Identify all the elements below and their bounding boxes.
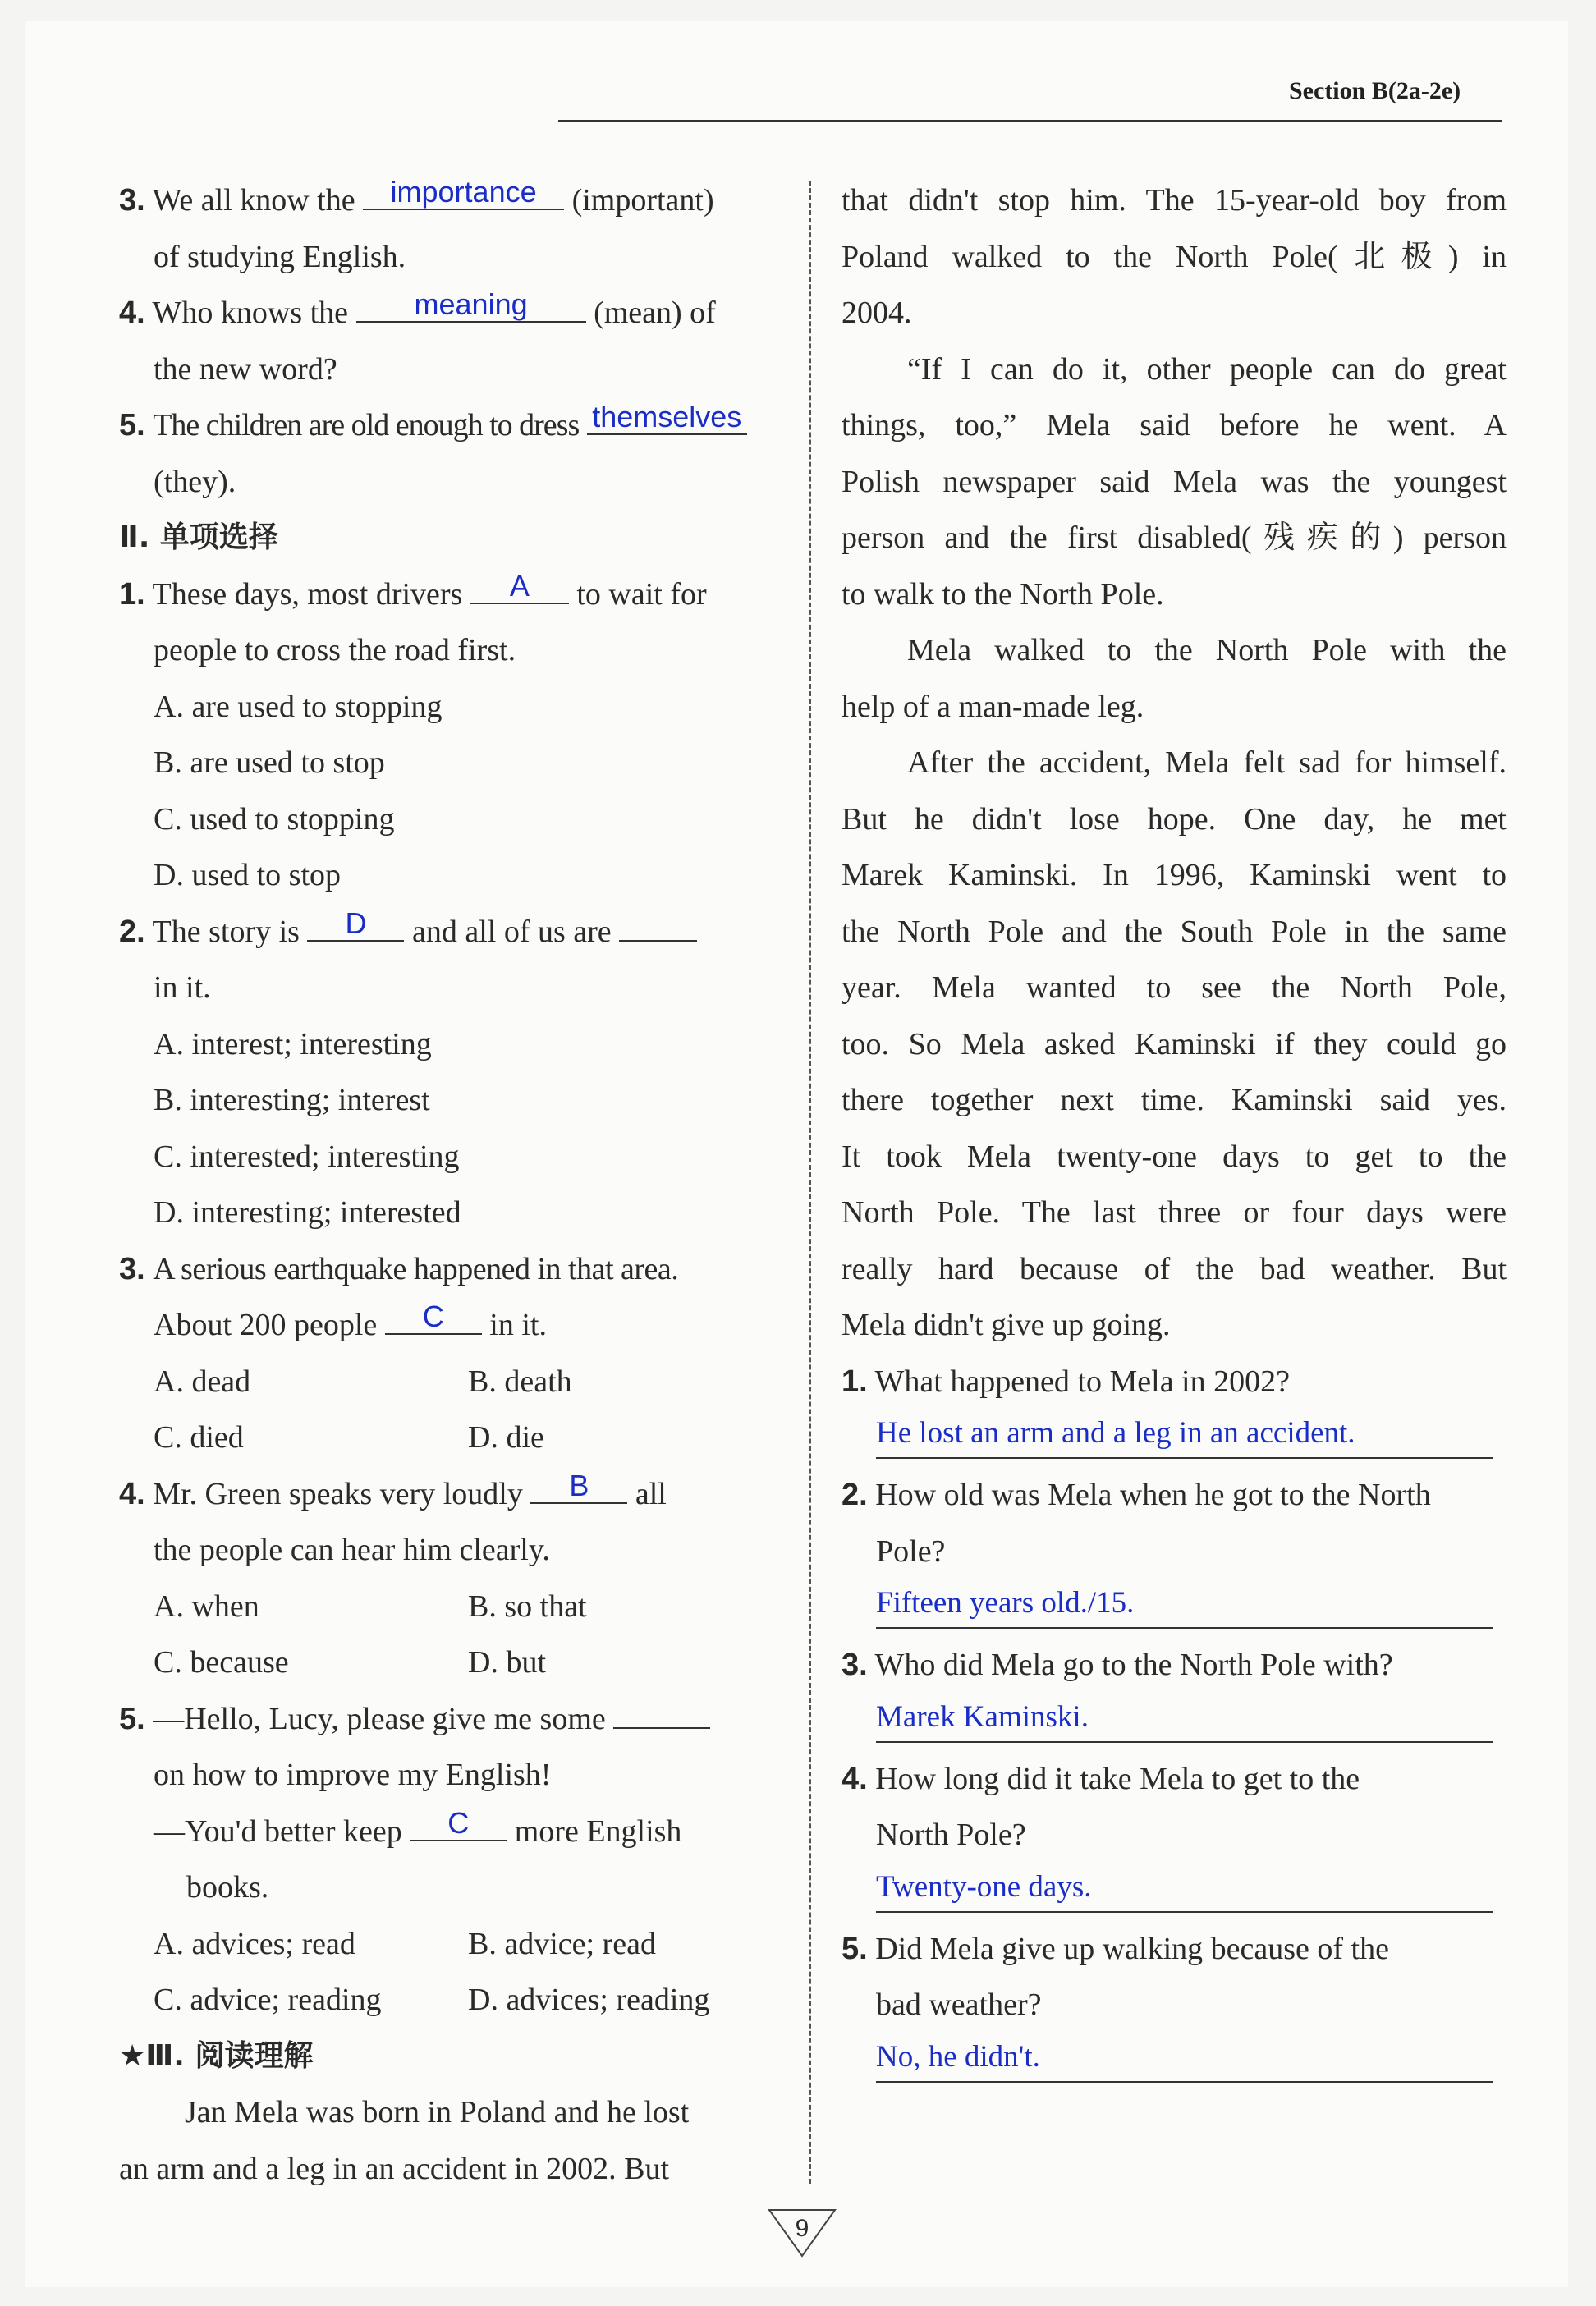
option[interactable]: C. used to stopping [154, 801, 395, 837]
passage-line: It took Mela twenty-one days to get to the [842, 1139, 1507, 1174]
passage-line: there together next time. Kaminski said yes. [842, 1083, 1507, 1117]
fill-item-3: 3. We all know the importance (important) [119, 175, 714, 218]
page-number-badge [768, 2208, 837, 2258]
fill-item-5: 5. The children are old enough to dress themselves [119, 397, 776, 454]
answer-blank[interactable]: B [530, 1469, 627, 1504]
option[interactable]: D. advices; reading [468, 1983, 710, 2017]
passage-line: really hard because of the bad weather. But [842, 1251, 1507, 1286]
question-line: 3. Who did Mela go to the North Pole with? [842, 1648, 1393, 1682]
question-line: North Pole? [876, 1818, 1026, 1852]
reading-passage [842, 172, 1507, 1354]
passage-line: Mela didn't give up going. [842, 1308, 1171, 1342]
passage-line: Mela walked to the North Pole with the [907, 633, 1507, 667]
passage-line: that didn't stop him. The 15-year-old boy from [842, 183, 1507, 218]
passage-line: the North Pole and the South Pole in the same [842, 914, 1507, 949]
option[interactable]: D. interesting; interested [154, 1195, 461, 1230]
passage-line: year. Mela wanted to see the North Pole, [842, 970, 1507, 1005]
passage-line: help of a man-made leg. [842, 689, 1144, 724]
answer-line[interactable]: Twenty-one days. [876, 1864, 1493, 1913]
question-line: 5. Did Mela give up walking because of the [842, 1931, 1389, 1966]
option[interactable]: B. death [468, 1364, 572, 1399]
question-line: Pole? [876, 1534, 946, 1569]
section-header: Section B(2a-2e) [1289, 77, 1461, 104]
option[interactable]: B. are used to stop [154, 745, 385, 780]
mc-question-5: 5. —Hello, Lucy, please give me some [119, 1691, 776, 1748]
header-rule [558, 120, 1502, 122]
option[interactable]: A. advices; read [154, 1926, 355, 1961]
reading-questions [842, 1354, 1507, 2083]
question-line: 2. How old was Mela when he got to the North [842, 1478, 1431, 1512]
answer-blank[interactable] [613, 1694, 710, 1729]
option[interactable]: A. are used to stopping [154, 689, 443, 724]
option[interactable]: C. interested; interesting [154, 1139, 460, 1174]
answer-line[interactable]: Marek Kaminski. [876, 1694, 1493, 1743]
option[interactable]: D. but [468, 1645, 546, 1680]
answer-blank[interactable]: themselves [587, 401, 747, 435]
question-line: 4. How long did it take Mela to get to the [842, 1761, 1360, 1796]
answer-blank[interactable]: A [470, 570, 569, 604]
answer-blank[interactable]: importance [363, 176, 564, 210]
section-title-3: ★Ⅲ. 阅读理解 [119, 2038, 314, 2073]
column-divider [809, 181, 811, 2184]
passage-line: Polish newspaper said Mela was the youngest [842, 464, 1507, 499]
passage-line: to walk to the North Pole. [842, 576, 1164, 612]
mc-question-1: 1. These days, most drivers A to wait for [119, 568, 707, 612]
answer-blank[interactable]: D [307, 907, 404, 942]
section-title-2: Ⅱ. 单项选择 [119, 520, 278, 554]
passage-line: After the accident, Mela felt sad for himself. [907, 745, 1507, 780]
passage-line: 2004. [842, 296, 912, 330]
passage-line: too. So Mela asked Kaminski if they could go [842, 1026, 1507, 1061]
passage-line: North Pole. The last three or four days were [842, 1195, 1507, 1230]
mc-question-4: 4. Mr. Green speaks very loudly B all [119, 1468, 667, 1511]
right-column [842, 172, 1507, 2091]
option[interactable]: A. when [154, 1589, 259, 1624]
option[interactable]: D. die [468, 1420, 544, 1455]
mc-question-2: 2. The story is D and all of us are [119, 904, 776, 960]
passage-line: an arm and a leg in an accident in 2002. But [119, 2151, 670, 2186]
fill-item-4: 4. Who knows the meaning (mean) of [119, 287, 716, 330]
passage-line: Poland walked to the North Pole(北极) in [842, 239, 1507, 274]
option[interactable]: C. died [154, 1420, 244, 1455]
passage-line: Marek Kaminski. In 1996, Kaminski went to [842, 858, 1507, 892]
option[interactable]: D. used to stop [154, 858, 341, 892]
passage-line: Jan Mela was born in Poland and he lost [185, 2095, 690, 2129]
passage-line: But he didn't lose hope. One day, he met [842, 801, 1507, 837]
answer-line[interactable]: He lost an arm and a leg in an accident. [876, 1410, 1493, 1459]
option[interactable]: C. because [154, 1645, 289, 1680]
option[interactable]: B. so that [468, 1589, 587, 1624]
left-column: 3. We all know the importance (important) of studying English. 4. Who knows the meaning (mean) of the new word? 5. The children are old enough to dress themselves (they). Ⅱ. 单项选择 1. These days, most drivers A to wait for people to cross the road first. A. are used to stopping B. are used to stop C. used to stopping D. used to stop 2. The story is D and all of us are in it. A. interest; interesting B. interesting; interest C. interested; interesting D. interesting; interested 3. A serious earthquake happened in that area. About 200 people C in it. A. dead B. death C. died D. die 4. Mr. Green speaks very loudly B all the people can hear him clearly. A. when B. so that C. because D. but 5. —Hello, Lucy, please give me some on how to improve my English! —You'd better keep C more English books. A. advices; read B. advice; read C. advice; reading D. advices; reading ★Ⅲ. 阅读理解 Jan Mela was born in Poland and he lost an arm and a leg in an accident in 2002. But [119, 172, 776, 2197]
option[interactable]: B. interesting; interest [154, 1083, 430, 1117]
passage-line: things, too,” Mela said before he went. A [842, 408, 1507, 442]
answer-blank[interactable]: C [410, 1807, 507, 1841]
question-line: bad weather? [876, 1987, 1042, 2022]
option[interactable]: C. advice; reading [154, 1983, 382, 2017]
answer-line[interactable]: No, he didn't. [876, 2033, 1493, 2083]
mc-question-3: 3. A serious earthquake happened in that area. [119, 1251, 679, 1286]
answer-blank[interactable]: meaning [356, 288, 586, 323]
passage-line: person and the first disabled(残疾的) person [842, 520, 1507, 555]
option[interactable]: A. dead [154, 1364, 251, 1399]
answer-blank[interactable] [619, 907, 697, 942]
page-number: 9 [795, 2215, 809, 2242]
answer-line[interactable]: Fifteen years old./15. [876, 1579, 1493, 1629]
passage-line: “If I can do it, other people can do great [907, 351, 1507, 387]
option[interactable]: B. advice; read [468, 1926, 656, 1961]
question-line: 1. What happened to Mela in 2002? [842, 1364, 1290, 1399]
option[interactable]: A. interest; interesting [154, 1026, 432, 1061]
answer-blank[interactable]: C [385, 1300, 482, 1335]
